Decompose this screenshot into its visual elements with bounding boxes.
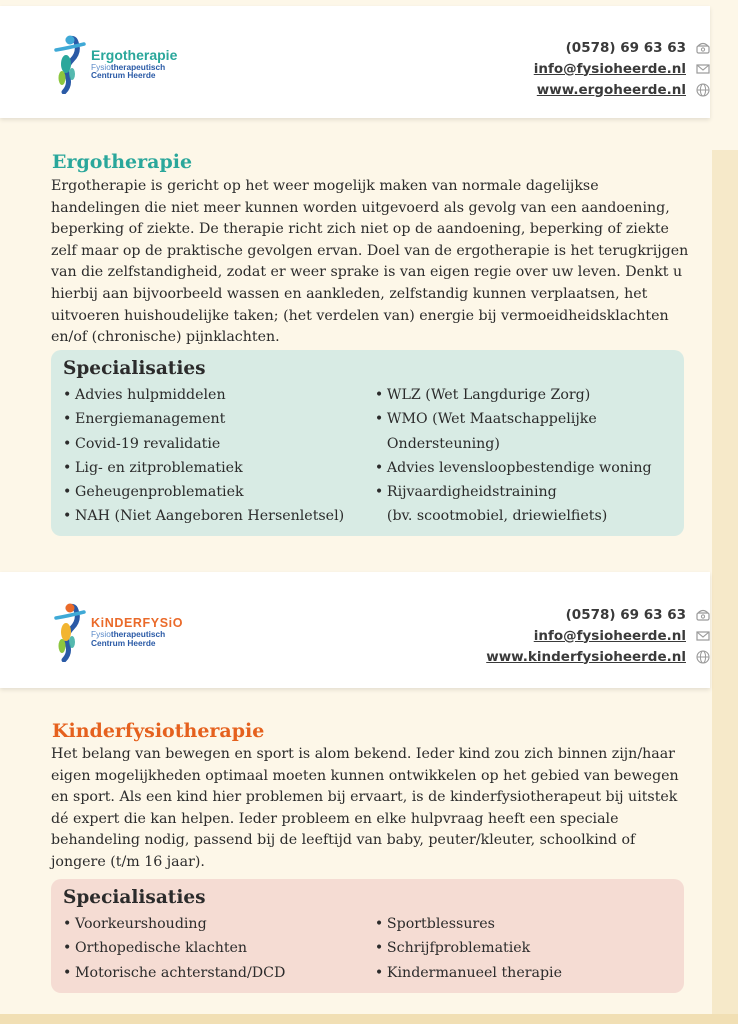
kinder-body: Het belang van bewegen en sport is alom bekend. Ieder kind zou zich binnen zijn/haar eigen mogelijkheden optimaal moeten kunnen ontwikkelen op het gebied van bewegen en sport. Als een kind hier problemen bij ervaart, is de kinderfysiotherapeut bij uitstek dé expert die kan helpen. Ieder probleem en elke hulpvraag heeft een speciale behandeling nodig, passend bij de leeftijd van baby, peuter/kleuter, schoolkind of jongere (t/m 16 jaar).	[51, 746, 679, 870]
logo-subtitle-2: Centrum Heerde	[91, 637, 156, 648]
logo-text	[91, 48, 177, 80]
list-item: • Geheugenproblematiek	[63, 480, 375, 504]
globe-icon	[696, 83, 710, 97]
logo-title: Ergotherapie	[91, 46, 178, 63]
ergo-body: Ergotherapie is gericht op het weer mogelijk maken van normale dagelijkse handelingen die niet meer kunnen worden uitgevoerd als gevolg van een aandoening, beperking of ziekte. De therapie richt zich niet op de aandoening, beperking of ziekte zelf maar op de praktische gevolgen ervan. Doel van de ergotherapie is het terugkrijgen van die zelfstandigheid, zodat er weer sprake is van eigen regie over uw leven. Denkt u hierbij aan bijvoorbeeld wassen en aankleden, zelfstandig kunnen verplaatsen, het uitvoeren huishoudelijke taken; (het verdelen van) energie bij vermoeidheidsklachten en/of (chronische) pijnklachten.	[51, 178, 689, 346]
ergo-specialisaties-box	[51, 350, 684, 536]
kinder-title: Kinderfysiotherapie	[52, 720, 265, 742]
logo-figure-icon	[50, 602, 88, 662]
website-row	[486, 646, 710, 667]
logo-sub-light: Fysio	[91, 628, 111, 639]
list-item-continuation: Ondersteuning)	[386, 435, 500, 452]
list-item: • WMO (Wet Maatschappelijke	[375, 407, 672, 431]
website-link[interactable]: www.kinderfysioheerde.nl	[486, 648, 686, 665]
phone-row	[534, 37, 710, 58]
list-item: • WLZ (Wet Langdurige Zorg)	[375, 383, 672, 407]
list-item: • Schrijfproblematiek	[375, 936, 672, 960]
mail-icon	[696, 62, 710, 76]
list-item: • Energiemanagement	[63, 407, 375, 431]
ergo-spec-list-right	[375, 383, 672, 529]
ergo-contact	[534, 37, 710, 100]
email-row	[534, 58, 710, 79]
decor-strip-right	[712, 150, 738, 1024]
decor-strip-bottom	[0, 1014, 738, 1024]
kinder-logo	[50, 602, 183, 662]
logo-figure-icon	[50, 34, 88, 94]
website-link[interactable]: www.ergoheerde.nl	[536, 81, 686, 98]
list-item: • Advies levensloopbestendige woning	[375, 456, 672, 480]
kinder-specialisaties-box	[51, 879, 684, 993]
list-item: • NAH (Niet Aangeboren Hersenletsel)	[63, 504, 375, 528]
logo-sub-bold: therapeutisch	[110, 61, 166, 72]
list-item: • Lig- en zitproblematiek	[63, 456, 375, 480]
list-item: • Orthopedische klachten	[63, 936, 375, 960]
ergo-spec-title: Specialisaties	[63, 358, 206, 379]
list-item: • Advies hulpmiddelen	[63, 383, 375, 407]
list-item-continuation: (bv. scootmobiel, driewielfiets)	[386, 508, 608, 525]
kinder-spec-title: Specialisaties	[63, 887, 206, 908]
phone-icon	[696, 41, 710, 55]
phone-number: (0578) 69 63 63	[565, 39, 686, 56]
logo-sub-light: Fysio	[91, 61, 111, 72]
logo-sub-bold: therapeutisch	[110, 628, 166, 639]
phone-row	[486, 604, 710, 625]
website-row	[534, 79, 710, 100]
list-item: • Rijvaardigheidstraining	[375, 480, 672, 504]
kinder-contact	[486, 604, 710, 667]
email-link[interactable]: info@fysioheerde.nl	[533, 60, 686, 77]
list-item: • Motorische achterstand/DCD	[63, 961, 375, 985]
kinder-spec-list-left	[63, 912, 375, 985]
logo-title: KiNDERFYSiO	[91, 615, 184, 630]
mail-icon	[696, 629, 710, 643]
email-row	[486, 625, 710, 646]
kinder-spec-list-right	[375, 912, 672, 985]
list-item: • Covid-19 revalidatie	[63, 432, 375, 456]
ergo-title: Ergotherapie	[52, 151, 193, 173]
globe-icon	[696, 650, 710, 664]
list-item: • Sportblessures	[375, 912, 672, 936]
logo-subtitle-2: Centrum Heerde	[91, 70, 156, 81]
list-item: • Kindermanueel therapie	[375, 961, 672, 985]
phone-icon	[696, 608, 710, 622]
phone-number: (0578) 69 63 63	[565, 606, 686, 623]
ergo-spec-list-left	[63, 383, 375, 529]
ergo-logo	[50, 34, 177, 94]
logo-text	[91, 617, 183, 648]
email-link[interactable]: info@fysioheerde.nl	[533, 627, 686, 644]
list-item: • Voorkeurshouding	[63, 912, 375, 936]
